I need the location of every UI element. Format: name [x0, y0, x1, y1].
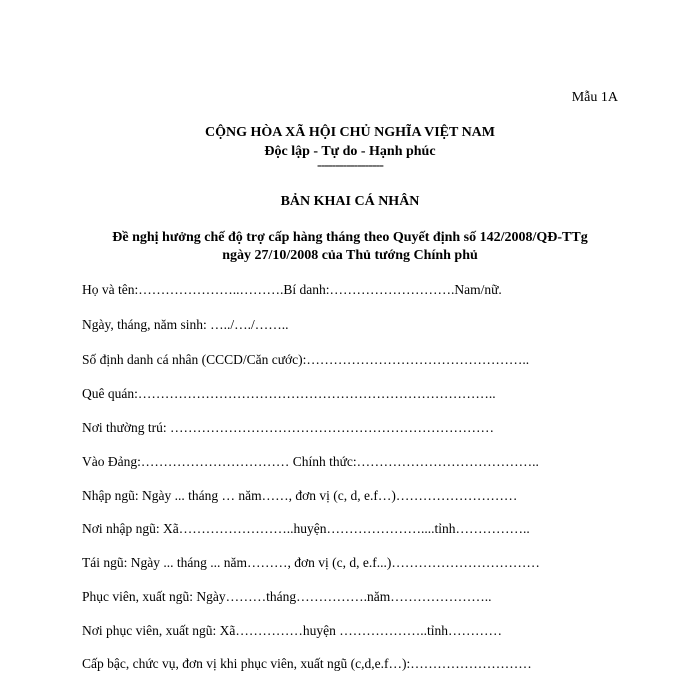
national-motto: Độc lập - Tự do - Hạnh phúc	[264, 144, 436, 159]
national-title: CỘNG HÒA XÃ HỘI CHỦ NGHĨA VIỆT NAM	[204, 125, 495, 140]
field-rank-at-discharge: Cấp bậc, chức vụ, đơn vị khi phục viên, xuất ngũ (c,d,e.f…):………………………	[82, 656, 532, 671]
field-hometown: Quê quán:……………………………………………………………………..	[82, 386, 496, 401]
document-subtitle-line1: Đề nghị hưởng chế độ trợ cấp hàng tháng theo Quyết định số 142/2008/QĐ-TTg	[112, 230, 588, 245]
field-discharge-date: Phục viên, xuất ngũ: Ngày………tháng…………….năm…………………..	[82, 589, 492, 604]
field-party-membership: Vào Đảng:…………………………… Chính thức:…………………………………..	[82, 454, 539, 469]
document-title: BẢN KHAI CÁ NHÂN	[280, 194, 420, 209]
field-re-enlistment: Tái ngũ: Ngày ... tháng ... năm………, đơn vị (c, d, e.f...)……………………………	[82, 555, 540, 570]
form-code: Mẫu 1A	[571, 90, 618, 105]
field-discharge-place: Nơi phục viên, xuất ngũ: Xã……………huyện ………………..tỉnh…………	[82, 623, 502, 638]
field-residence: Nơi thường trú: ………………………………………………………………	[82, 420, 494, 435]
header-rule: ------------------	[317, 158, 383, 173]
field-full-name: Họ và tên:…………………..……….Bí danh:……………………….Nam/nữ.	[82, 282, 502, 297]
field-personal-id: Số định danh cá nhân (CCCD/Căn cước):…………………………………………..	[82, 352, 530, 367]
field-date-of-birth: Ngày, tháng, năm sinh: …../…./……..	[82, 317, 289, 332]
field-enlistment: Nhập ngũ: Ngày ... tháng … năm……, đơn vị (c, d, e.f…)………………………	[82, 488, 518, 503]
document-subtitle-line2: ngày 27/10/2008 của Thủ tướng Chính phủ	[222, 248, 478, 263]
field-enlistment-place: Nơi nhập ngũ: Xã……………………..huyện…………………....tỉnh……………..	[82, 521, 530, 536]
